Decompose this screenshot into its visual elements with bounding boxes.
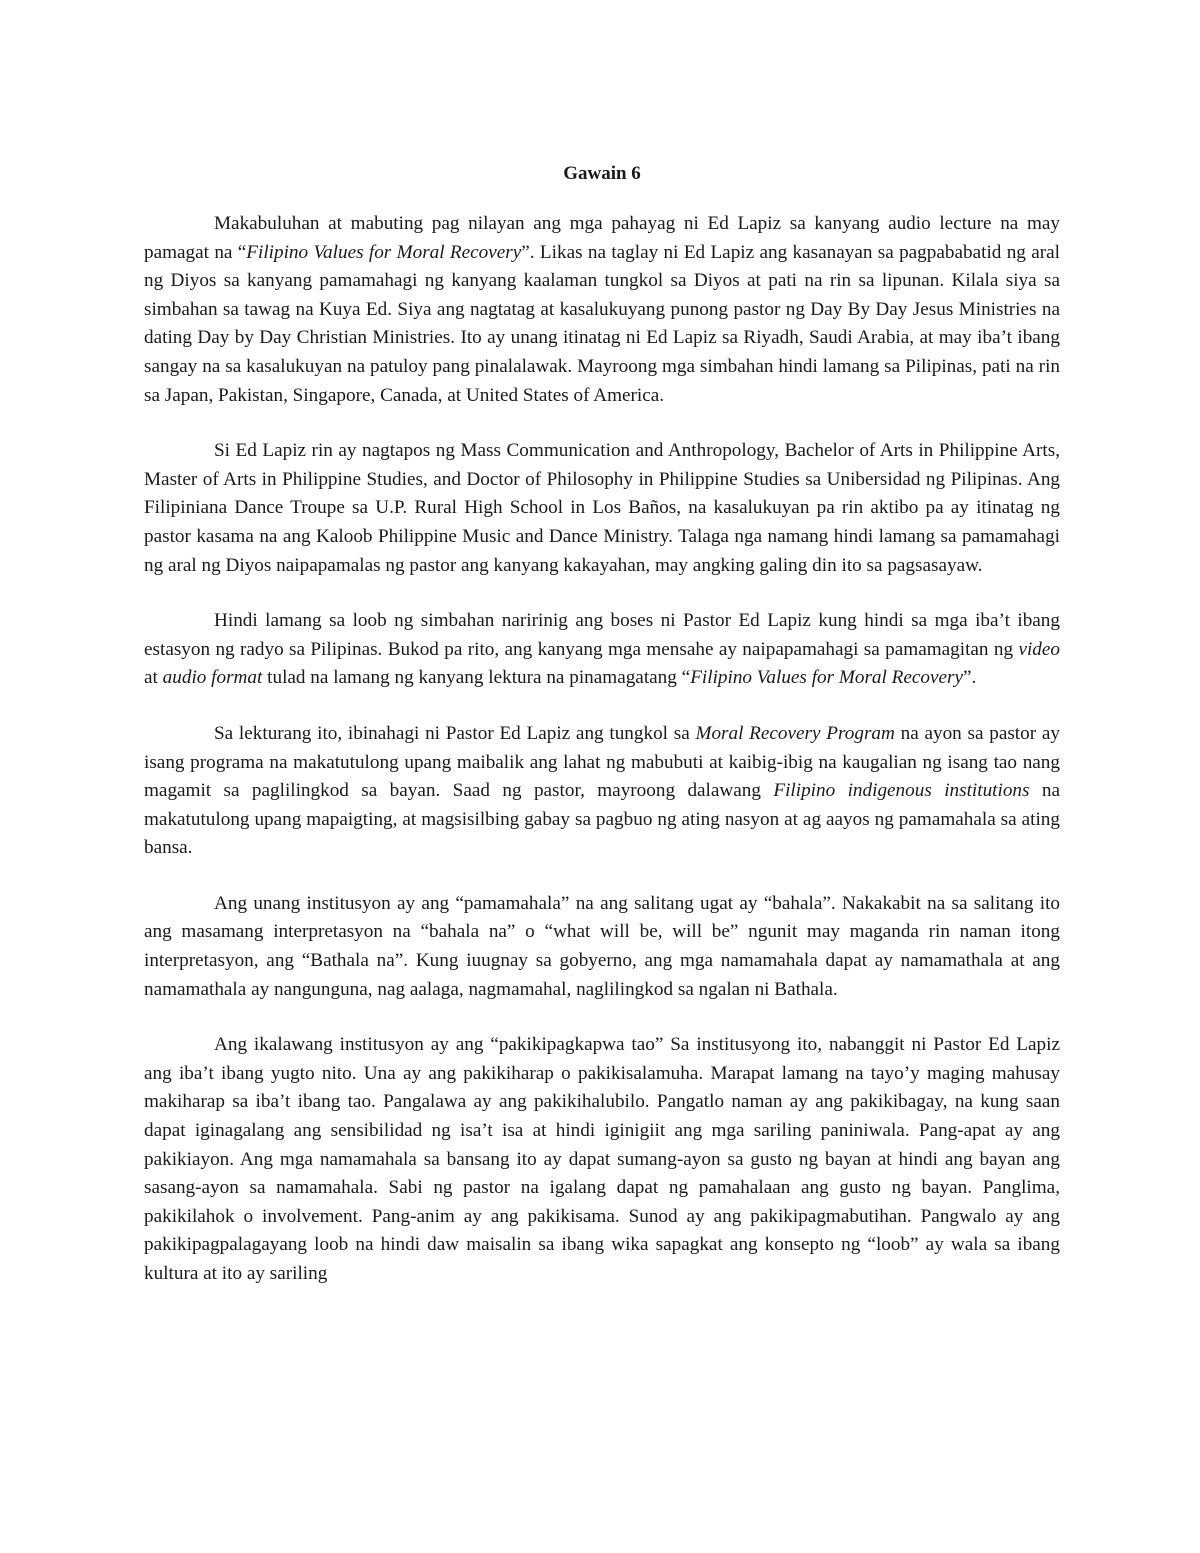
body-paragraph [144,720,1060,863]
italic-text-run: Filipino Values for Moral Recovery [246,241,522,263]
text-run: Makabuluhan at mabuting pag nilayan ang mga pahayag ni Ed Lapiz sa kanyang audio lecture na may pamagat na “ [144,213,1060,263]
body-paragraph [144,1031,1060,1288]
text-run: Ang unang institusyon ay ang “pamamahala” na ang salitang ugat ay “bahala”. Nakakabit na sa salitang ito ang masamang interpretasyon na “bahala na” o “what will be, will be” ngunit may maganda rin naman itong interpretasyon, ang “Bathala na”. Kung iuugnay sa gobyerno, ang mga namamahala dapat ay namamathala at ang namamathala ay nangunguna, nag aalaga, nagmamahal, naglilingkod sa ngalan ni Bathala. [144,892,1060,1000]
text-run: na ayon sa pastor ay isang programa na makatutulong upang maibalik ang lahat ng mabubuti at kaibig-ibig na kaugalian ng isang tao nang magamit sa paglilingkod sa bayan. Saad ng pastor, mayroong dalawang [144,722,1060,802]
italic-text-run: Filipino Values for Moral Recovery [690,667,964,689]
text-run: na makatutulong upang mapaigting, at magsisilbing gabay sa pagbuo ng ating nasyon at ag aayos ng pamamahala sa ating bansa. [144,780,1061,859]
text-run: ”. [963,667,977,689]
text-run: Ang ikalawang institusyon ay ang “pakikipagkapwa tao” Sa institusyong ito, nabanggit ni Pastor Ed Lapiz ang iba’t ibang yugto nito. Una ay ang pakikiharap o pakikisalamuha. Marapat lamang na tayo’y maging mahusay makiharap sa iba’t ibang tao. Pangalawa ay ang pakikihalubilo. Pangatlo naman ay ang pakikibagay, na kung saan dapat iginagalang ang sensibilidad ng isa’t isa at hindi iginigiit ang mga sariling paniniwala. Pang-apat ay ang pakikiayon. Ang mga namamahala sa bansang ito ay dapat sumang-ayon sa gusto ng bayan at hindi ang bayan ang sasang-ayon sa namamahala. Sabi ng pastor na igalang dapat ng pamahalaan ang gusto ng bayan. Panglima, pakikilahok o involvement. Pang-anim ay ang pakikisama. Sunod ay ang pakikipagmabutihan. Pangwalo ay ang pakikipagpalagayang loob na hindi daw maisalin sa ibang wika sapagkat ang konsepto ng “loob” ay wala sa ibang kultura at ito ay sariling [144,1034,1060,1284]
document-body [144,210,1060,1289]
body-paragraph [144,437,1060,580]
italic-text-run: video [1018,638,1060,660]
text-run: Sa lekturang ito, ibinahagi ni Pastor Ed Lapiz ang tungkol sa [214,722,696,744]
body-paragraph [144,890,1060,1004]
body-paragraph [144,607,1060,693]
document-page [144,160,1060,1316]
body-paragraph [144,210,1060,410]
text-run: Si Ed Lapiz rin ay nagtapos ng Mass Communication and Anthropology, Bachelor of Arts in Philippine Arts, Master of Arts in Philippine Studies, and Doctor of Philosophy in Philippine Studies sa Unibersidad ng Pilipinas. Ang Filipiniana Dance Troupe sa U.P. Rural High School in Los Baños, na kasalukuyan pa rin aktibo pa ay itinatag ng pastor kasama na ang Kaloob Philippine Music and Dance Ministry. Talaga nga namang hindi lamang sa pamamahagi ng aral ng Diyos naipapamalas ng pastor ang kanyang kakayahan, may angking galing din ito sa pagsasayaw. [144,440,1060,576]
document-title: Gawain 6 [563,163,641,184]
text-run: at [144,667,163,689]
italic-text-run: audio format [162,667,263,689]
italic-text-run: Moral Recovery Program [695,722,895,744]
text-run: tulad na lamang ng kanyang lektura na pinamagatang “ [262,667,691,689]
italic-text-run: Filipino indigenous institutions [773,780,1030,802]
text-run: Hindi lamang sa loob ng simbahan naririnig ang boses ni Pastor Ed Lapiz kung hindi sa mga iba’t ibang estasyon ng radyo sa Pilipinas. Bukod pa rito, ang kanyang mga mensahe ay naipapamahagi sa pamamagitan ng [144,610,1060,660]
text-run: ”. Likas na taglay ni Ed Lapiz ang kasanayan sa pagpababatid ng aral ng Diyos sa kanyang pamamahagi ng kanyang kaalaman tungkol sa Diyos at pati na rin sa lipunan. Kilala siya sa simbahan sa tawag na Kuya Ed. Siya ang nagtatag at kasalukuyang punong pastor ng Day By Day Jesus Ministries na dating Day by Day Christian Ministries. Ito ay unang itinatag ni Ed Lapiz sa Riyadh, Saudi Arabia, at may iba’t ibang sangay na sa kasalukuyan na patuloy pang pinalalawak. Mayroong mga simbahan hindi lamang sa Pilipinas, pati na rin sa Japan, Pakistan, Singapore, Canada, at United States of America. [144,241,1060,406]
